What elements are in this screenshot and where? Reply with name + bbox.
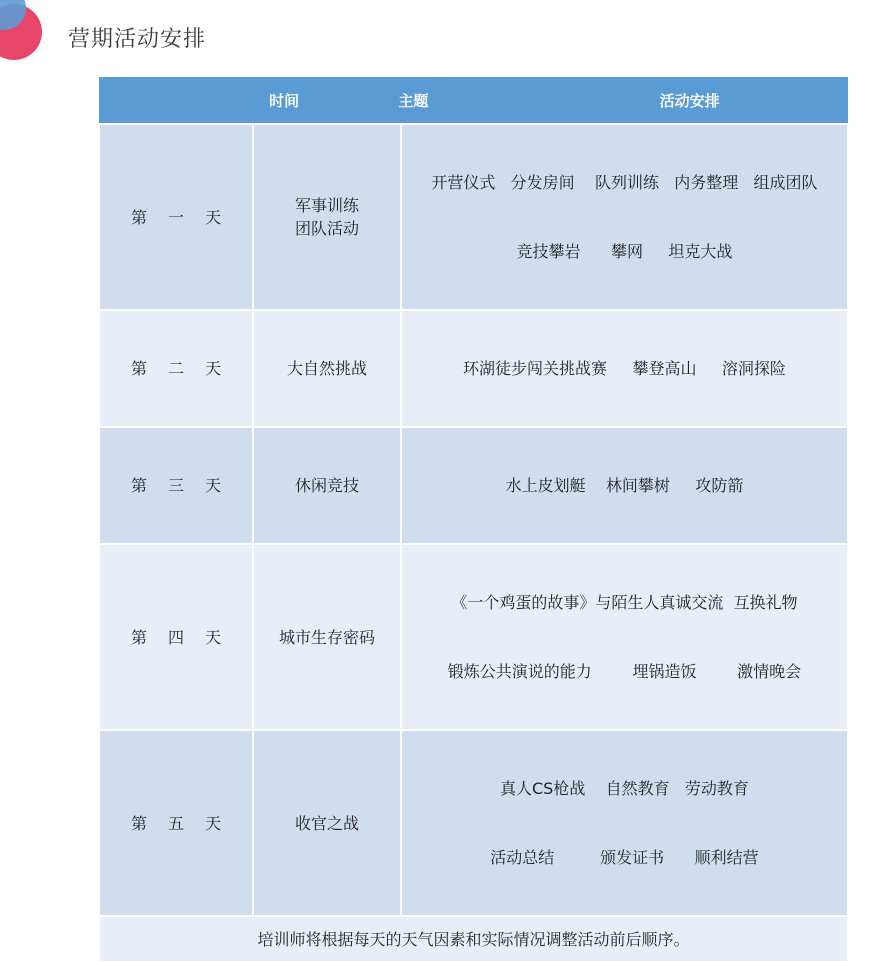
- theme-cell: [253, 124, 401, 310]
- table-header-row: [99, 77, 848, 124]
- note-row: [99, 916, 848, 962]
- theme-line: 团队活动: [295, 219, 360, 238]
- theme-cell: [253, 310, 401, 427]
- day-cell: 第 五 天: [99, 730, 253, 916]
- table-row: [99, 310, 848, 427]
- theme-cell: [253, 427, 401, 544]
- activities-cell: [401, 124, 848, 310]
- header-time: 时间: [269, 91, 300, 110]
- day-cell: 第 四 天: [99, 544, 253, 730]
- activities-cell: [401, 427, 848, 544]
- activity-line: 《一个鸡蛋的故事》与陌生人真诚交流 互换礼物: [451, 593, 798, 612]
- activity-line: 水上皮划艇 林间攀树 攻防箭: [505, 476, 744, 495]
- header-time-theme: [253, 77, 848, 124]
- header-activities: 活动安排: [659, 91, 720, 110]
- table-row: [99, 544, 848, 730]
- table-row: [99, 730, 848, 916]
- activities-cell: [401, 310, 848, 427]
- activity-line: 竞技攀岩 攀网 坦克大战: [516, 242, 733, 261]
- theme-line: 城市生存密码: [279, 627, 376, 647]
- header-empty: [99, 77, 253, 124]
- page-title: 营期活动安排: [68, 27, 207, 52]
- theme-line: 大自然挑战: [287, 359, 368, 378]
- schedule-table: [98, 77, 849, 963]
- theme-line: 军事训练: [295, 196, 360, 215]
- activity-line: 开营仪式 分发房间 队列训练 内务整理 组成团队: [431, 173, 818, 192]
- day-cell: 第 三 天: [99, 427, 253, 544]
- decorative-circles: [0, 0, 60, 70]
- activities-cell: [401, 730, 848, 916]
- table-row: [99, 427, 848, 544]
- schedule-note: 培训师将根据每天的天气因素和实际情况调整活动前后顺序。: [99, 916, 848, 962]
- day-cell: 第 一 天: [99, 124, 253, 310]
- activity-line: 环湖徒步闯关挑战赛 攀登高山 溶洞探险: [463, 359, 786, 378]
- day-cell: 第 二 天: [99, 310, 253, 427]
- theme-cell: [253, 544, 401, 730]
- theme-cell: [253, 730, 401, 916]
- table-row: [99, 124, 848, 310]
- theme-line: 收官之战: [295, 813, 360, 833]
- activities-cell: [401, 544, 848, 730]
- activity-line: 真人CS枪战 自然教育 劳动教育: [499, 779, 749, 798]
- activity-line: 锻炼公共演说的能力 埋锅造饭 激情晚会: [447, 662, 802, 681]
- activity-line: 活动总结 颁发证书 顺利结营: [490, 848, 759, 867]
- header-theme: 主题: [398, 91, 429, 110]
- theme-line: 休闲竞技: [295, 476, 360, 495]
